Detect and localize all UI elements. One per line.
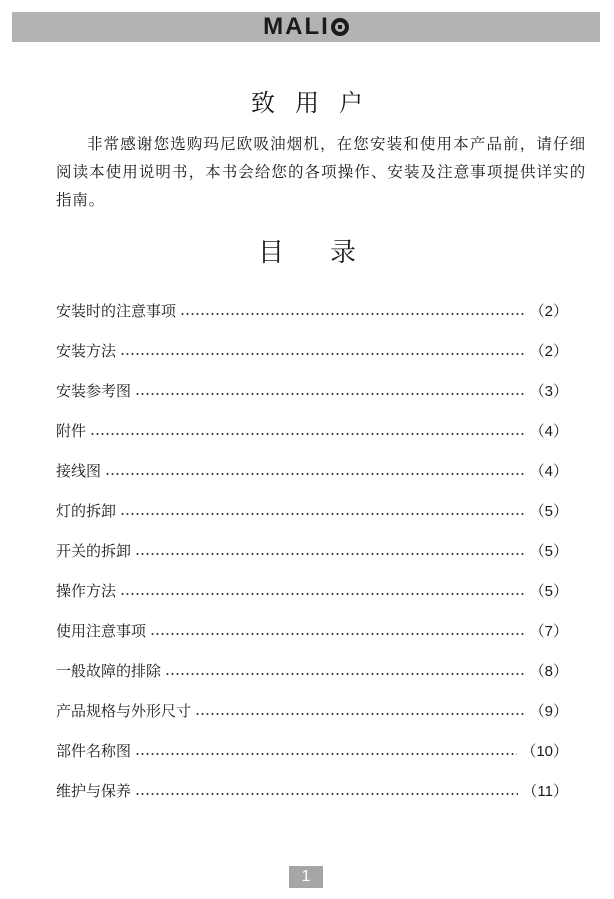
greeting-title: 致用户: [251, 89, 383, 117]
toc-leader-dots: [150, 633, 526, 635]
toc-item-label: 安装方法: [56, 341, 117, 360]
toc-leader-dots: [135, 553, 526, 555]
toc-item[interactable]: [56, 370, 568, 410]
toc-item-label: 接线图: [56, 461, 102, 480]
toc-item[interactable]: [56, 450, 568, 490]
toc-item-label: 灯的拆卸: [56, 501, 117, 520]
toc-item-page: （2）: [529, 302, 568, 320]
toc-item[interactable]: [56, 690, 568, 730]
toc-item[interactable]: [56, 650, 568, 690]
toc-leader-dots: [135, 753, 517, 755]
toc-item-page: （8）: [529, 662, 568, 680]
toc-item-label: 安装时的注意事项: [56, 301, 177, 320]
toc-leader-dots: [120, 593, 526, 595]
toc-item-label: 一般故障的排除: [56, 661, 162, 680]
toc-item[interactable]: [56, 570, 568, 610]
toc-leader-dots: [90, 433, 526, 435]
toc-item[interactable]: [56, 770, 568, 810]
toc-leader-dots: [120, 353, 526, 355]
toc-item[interactable]: [56, 490, 568, 530]
toc-leader-dots: [105, 473, 526, 475]
toc-item-page: （10）: [521, 742, 568, 760]
page-number: 1: [289, 866, 323, 888]
toc-item-label: 使用注意事项: [56, 621, 147, 640]
toc-item-page: （3）: [529, 382, 568, 400]
toc-title: 目录: [257, 238, 402, 268]
toc-item[interactable]: [56, 330, 568, 370]
toc-item-page: （11）: [522, 782, 568, 800]
toc-item-label: 安装参考图: [56, 381, 132, 400]
toc-item-label: 开关的拆卸: [56, 541, 132, 560]
toc-item[interactable]: [56, 530, 568, 570]
toc-item[interactable]: [56, 290, 568, 330]
toc-item-page: （5）: [529, 502, 568, 520]
toc-item-page: （7）: [529, 622, 568, 640]
toc-leader-dots: [120, 513, 526, 515]
brand-text: MALI: [263, 13, 330, 40]
toc-item[interactable]: [56, 730, 568, 770]
table-of-contents: [56, 290, 568, 810]
toc-leader-dots: [165, 673, 526, 675]
toc-item-page: （2）: [529, 342, 568, 360]
toc-item-page: （5）: [529, 542, 568, 560]
toc-leader-dots: [135, 793, 518, 795]
header-bar: [12, 12, 600, 42]
toc-leader-dots: [135, 393, 526, 395]
logo-o-mark-icon: [331, 18, 349, 36]
toc-item-label: 操作方法: [56, 581, 117, 600]
greeting-intro: 非常感谢您选购玛尼欧吸油烟机，在您安装和使用本产品前，请仔细阅读本使用说明书，本书会给您的各项操作、安装及注意事项提供详实的指南。: [56, 135, 586, 209]
toc-leader-dots: [180, 313, 526, 315]
toc-item[interactable]: [56, 610, 568, 650]
toc-item-label: 附件: [56, 421, 87, 440]
toc-item-page: （4）: [529, 462, 568, 480]
toc-item-page: （5）: [529, 582, 568, 600]
toc-item-page: （9）: [529, 702, 568, 720]
toc-leader-dots: [195, 713, 526, 715]
toc-item[interactable]: [56, 410, 568, 450]
toc-item-page: （4）: [529, 422, 568, 440]
toc-item-label: 维护与保养: [56, 781, 132, 800]
toc-item-label: 产品规格与外形尺寸: [56, 701, 192, 720]
toc-item-label: 部件名称图: [56, 741, 132, 760]
brand-logo: [12, 13, 600, 41]
